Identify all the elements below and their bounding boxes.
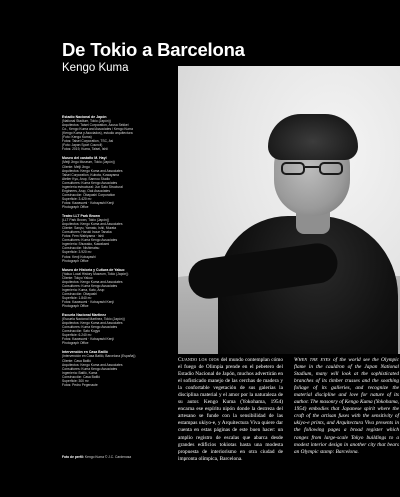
body-column-english <box>294 357 399 456</box>
project-credit-line: Superficie: 3.920 m² <box>62 250 92 255</box>
spanish-lead-in: Cuando los ojos <box>178 357 221 363</box>
project-credit-line: Fotos: 2019, Kuma, Taisei, Ishii <box>62 147 108 152</box>
project-name: Museo de Historia y Cultura de Yakuo <box>62 267 125 272</box>
project-credit-line: (Escuela Nacional Martinez, Tokio (Japón)) <box>62 317 125 322</box>
project-credit-line: Consultores: Kuma Kengo Associates <box>62 238 118 243</box>
project-name: Escuela Nacional Martinez <box>62 313 106 318</box>
project-credit-line: Photograph Office <box>62 304 89 309</box>
project-credit-line: Ingeniería estructural: Jun Sato Structural <box>62 184 123 189</box>
project-credit-line: (Foto: Japan Sport Council) <box>62 143 103 148</box>
project-credit-line: Fotos: Taisei Corporation, TSC, Asi <box>62 139 114 144</box>
project-credit-line: Fotos: Fem Nishiyama · Ishii <box>62 234 104 239</box>
profile-photo-credit <box>62 455 182 459</box>
project-entry <box>62 350 172 386</box>
project-credit-line: Arquitectos: Kengo Kuma and Associates <box>62 168 123 173</box>
project-credit-line: Photograph Office <box>62 258 89 263</box>
photo-credit-value: Kengo Kuma © J.C. Cardenosa <box>84 455 132 459</box>
project-credit-line: Cliente: Meiji Jingu <box>62 164 90 169</box>
project-credit-line: Consultores: Kuma Kengo Associates <box>62 325 118 330</box>
project-entry <box>62 268 172 308</box>
project-entry <box>62 156 172 209</box>
english-lead-in: When the eyes <box>294 357 333 363</box>
project-credit-line: Ingeniería: Batlló, Kuma <box>62 370 98 375</box>
project-name: Estadio Nacional de Japón <box>62 115 107 119</box>
english-body-text: of the world see the Olympic flame in the cauldron of the Japan National Stadium, many will look at the sophisticated branches of its timber trusses and the soothing foliage of its galleries, and recognize the material discipline and love for nature of its author. The masonry of Kengo Kuma (Yokohama, 1954) embodies that Japanese spirit where the craft of the artisan fuses with the sensitivity of ukiyo-e prints, and Arquitectura Viva presents in the following pages a broad register which ranges from large-scale Tokyo buildings to a modest interior design in another city that bears an Olympic stamp: Barcelona. <box>294 357 399 455</box>
project-entry <box>62 214 172 263</box>
project-credit-line: Construcción: Casa Batlló <box>62 374 100 379</box>
project-credit-line: (Yakuo Local History Museum, Tokio (Japón)) <box>62 271 129 276</box>
project-credits <box>62 115 172 392</box>
project-credit-line: Superficie: 3.420 m² <box>62 196 92 201</box>
project-name: Intervención en Casa Batlló <box>62 350 108 355</box>
project-credit-line: Construcción: Obayashi <box>62 291 98 296</box>
project-credit-line: Construcción: Obayashi Corporation <box>62 192 116 197</box>
project-credit-line: Fotos: Kawasumi · Kobayashi Kenji <box>62 299 114 304</box>
project-credit-line: Photograph Office <box>62 341 89 346</box>
project-credit-line: (National Stadium, Tokio (Japón)) <box>62 119 111 124</box>
project-credit-line: Construcción: Nishimatsu <box>62 246 100 251</box>
project-credit-line: Fotos: Kawasumi · Kobayashi Kenji <box>62 337 114 342</box>
project-credit-line: Cliente: Sanyu, Yamato, Ishii, Murata <box>62 226 117 231</box>
project-credit-line: Arquitectos: Kengo Kuma and Associates <box>62 362 123 367</box>
project-credit-line: Superficie: 300 m² <box>62 378 89 383</box>
project-credit-line: Taisei Corporation, Kubota, Kuwayama <box>62 172 119 177</box>
body-column-spanish <box>178 357 283 463</box>
project-credit-line: (Foto: Kengo Kuma) <box>62 135 92 140</box>
project-credit-line: (Intervención en Casa Batlló, Barcelona (España)) <box>62 354 136 359</box>
project-credit-line: Consultores: Kuma Kengo Associates <box>62 366 118 371</box>
project-credit-line: Ingeniería: Shuwako, Kawakami <box>62 242 110 247</box>
spanish-body-text: del mundo contemplan cómo el fuego de Olimpia prende en el pebetero del Estadio Nacional de Japón, muchos advertirán en el sofisticado manejo de las cerchas de madera y la confortable vegetación de sus galerías la disciplina material y el amor por la naturaleza de su autor. Kengo Kuma (Yokohama, 1954) encarna ese espíritu nipón donde la destreza del artesano se funde con la sensibilidad de las estampas ukiyo-e, y Arquitectura Viva quiere dar cuenta en estas páginas de este buen hacer: un amplio registro de escalas que abarca desde grandes edificios tokiotas hasta una modesta propuesta de interiorismo en otra ciudad de impronta olímpica, Barcelona. <box>178 357 283 462</box>
project-entry <box>62 115 172 151</box>
project-credit-line: Construcción: Sato Kogyo <box>62 329 101 334</box>
project-credit-line: (LLT Park Brown, Tokio (Japón)) <box>62 218 110 223</box>
project-credit-line: Consultores: Haruki Inoue Tanaka <box>62 230 112 235</box>
project-credit-line: (Kengo Kuma y Asociados), estudio arquitectura <box>62 131 133 136</box>
article-subtitle: Kengo Kuma <box>62 62 129 74</box>
project-credit-line: Co., Kengo Kuma and Associates / Kengo Kuma <box>62 127 133 132</box>
project-credit-line: Engineers, Arup, Oak Associates <box>62 188 111 193</box>
project-credit-line: Arquitectos: Kengo Kuma and Associates <box>62 222 123 227</box>
project-credit-line: Fotos: Kenji Kobayashi <box>62 254 96 259</box>
project-name: Museo del castaño M. Hayl <box>62 156 107 161</box>
project-credit-line: Consultores: Kuma Kengo Associates <box>62 180 118 185</box>
project-credit-line: Ingeniería: Kuma, Kato, Arup <box>62 287 105 292</box>
project-credit-line: Arquitectos: Kengo Kuma and Associates <box>62 279 123 284</box>
project-credit-line: Fotos: Pedro Pegenaute <box>62 382 98 387</box>
project-credit-line: Superficie: 6.240 m² <box>62 333 92 338</box>
project-credit-line: (Meiji Jingu Museum, Tokio (Japón)) <box>62 160 115 165</box>
photo-glasses <box>281 162 343 176</box>
project-credit-line: Fotos: Kawasumi · Kobayashi Kenji <box>62 200 114 205</box>
photo-hair <box>268 114 358 160</box>
article-title: De Tokio a Barcelona <box>62 39 245 60</box>
portrait-photo <box>178 66 400 354</box>
project-credit-line: Arquitectos: Taisei Corporation, Azusa Sekkei <box>62 123 129 128</box>
project-credit-line: Arquitectos: Kengo Kuma and Associates <box>62 321 123 326</box>
photo-credit-label: Foto de perfil: <box>62 455 84 459</box>
project-credit-line: Atelier Kyu, Arup, Sannou Studio <box>62 176 111 181</box>
project-credit-line: Superficie: 1.840 m² <box>62 295 92 300</box>
project-credit-line: Consultores: Kuma Kengo Associates <box>62 283 118 288</box>
project-credit-line: Cliente: Casa Batlló <box>62 358 91 363</box>
project-credit-line: Cliente: Tokyo Yakuo <box>62 275 93 280</box>
project-credit-line: Photograph Office <box>62 204 89 209</box>
project-name: Teatro LLT Park Brown <box>62 214 100 219</box>
project-entry <box>62 313 172 345</box>
